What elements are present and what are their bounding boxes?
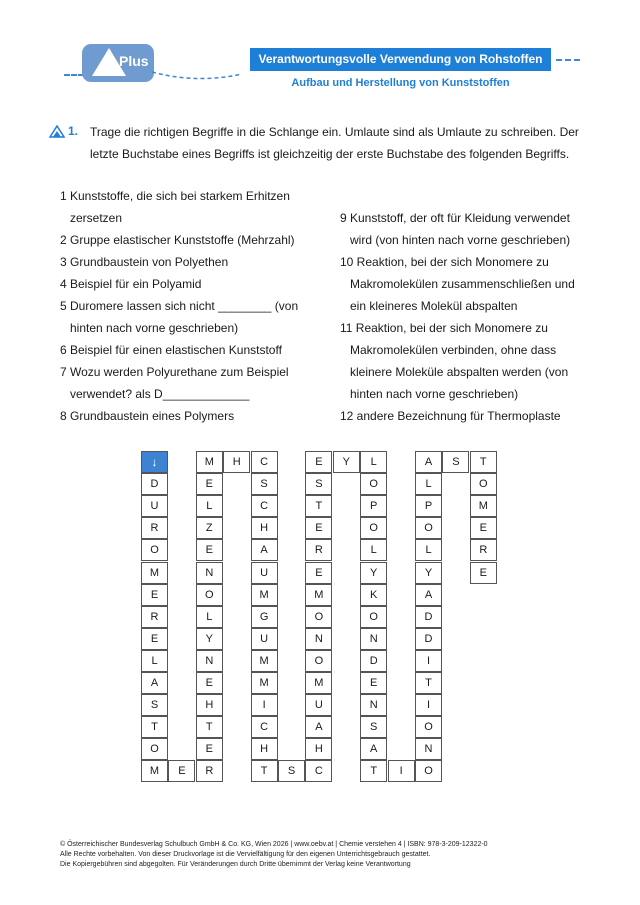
letter-cell[interactable]: O bbox=[305, 650, 332, 672]
plus-logo bbox=[82, 44, 154, 82]
letter-cell[interactable]: T bbox=[305, 495, 332, 517]
letter-cell[interactable]: R bbox=[196, 760, 223, 782]
clue-text: 1 Kunststoffe, die sich bei starkem Erhitzen bbox=[60, 189, 290, 203]
clue-item bbox=[60, 251, 330, 273]
letter-cell[interactable]: L bbox=[360, 539, 387, 561]
clue-continuation: Makromolekülen verbinden, ohne dass kleinere Moleküle abspalten werden (von hinten nach vorne geschrieben) bbox=[350, 343, 569, 401]
letter-cell[interactable]: U bbox=[251, 562, 278, 584]
letter-cell[interactable]: H bbox=[223, 451, 250, 473]
clue-text: 3 Grundbaustein von Polyethen bbox=[60, 255, 229, 269]
footer bbox=[60, 840, 488, 870]
letter-cell[interactable]: E bbox=[141, 628, 168, 650]
task-number: 1. bbox=[68, 124, 79, 138]
clue-text: 2 Gruppe elastischer Kunststoffe (Mehrzahl) bbox=[60, 233, 295, 247]
clue-item bbox=[60, 405, 330, 427]
letter-cell[interactable]: T bbox=[470, 451, 497, 473]
letter-cell[interactable]: E bbox=[141, 584, 168, 606]
letter-cell[interactable]: M bbox=[251, 650, 278, 672]
letter-cell[interactable]: H bbox=[305, 738, 332, 760]
clue-text: 10 Reaktion, bei der sich Monomere zu bbox=[340, 255, 549, 269]
letter-cell[interactable]: N bbox=[360, 628, 387, 650]
letter-cell[interactable]: N bbox=[305, 628, 332, 650]
letter-cell[interactable]: S bbox=[360, 716, 387, 738]
clue-item bbox=[340, 251, 590, 317]
clues-right-column bbox=[340, 207, 590, 427]
letter-cell[interactable]: U bbox=[251, 628, 278, 650]
clue-continuation: hinten nach vorne geschrieben) bbox=[70, 321, 239, 335]
clue-item bbox=[340, 317, 590, 405]
letter-cell[interactable]: T bbox=[415, 672, 442, 694]
letter-cell[interactable]: E bbox=[196, 473, 223, 495]
letter-cell[interactable]: R bbox=[305, 539, 332, 561]
clue-item bbox=[60, 295, 330, 339]
letter-cell[interactable]: N bbox=[196, 562, 223, 584]
clue-text: 8 Grundbaustein eines Polymers bbox=[60, 409, 235, 423]
clue-item bbox=[340, 207, 590, 251]
header-dashed-curve bbox=[152, 68, 242, 82]
footer-line: Die Kopiergebühren sind abgegolten. Für Veränderungen durch Dritte übernimmt der Verlag keine Verantwortung bbox=[60, 861, 411, 868]
letter-cell[interactable]: R bbox=[470, 539, 497, 561]
letter-cell[interactable]: O bbox=[360, 606, 387, 628]
clue-continuation: Makromolekülen zusammenschließen und ein kleineres Molekül abspalten bbox=[350, 277, 575, 313]
letter-cell[interactable]: D bbox=[141, 473, 168, 495]
letter-cell[interactable]: C bbox=[251, 716, 278, 738]
letter-cell[interactable]: E bbox=[360, 672, 387, 694]
letter-cell[interactable]: C bbox=[251, 495, 278, 517]
letter-cell[interactable]: H bbox=[251, 738, 278, 760]
clue-text: 9 Kunststoff, der oft für Kleidung verwendet bbox=[340, 211, 570, 225]
header-dashed-line-right bbox=[556, 59, 580, 61]
letter-cell[interactable]: A bbox=[360, 738, 387, 760]
letter-cell[interactable]: O bbox=[196, 584, 223, 606]
header-dashed-line-left bbox=[64, 74, 84, 76]
letter-cell[interactable]: M bbox=[470, 495, 497, 517]
task-level-icon bbox=[49, 125, 65, 138]
letter-cell[interactable]: A bbox=[415, 451, 442, 473]
clues-left-column bbox=[60, 185, 330, 427]
letter-cell[interactable]: A bbox=[305, 716, 332, 738]
letter-cell[interactable]: S bbox=[278, 760, 305, 782]
letter-cell[interactable]: C bbox=[305, 760, 332, 782]
letter-cell[interactable]: I bbox=[251, 694, 278, 716]
letter-cell[interactable]: S bbox=[442, 451, 469, 473]
letter-cell[interactable]: I bbox=[415, 694, 442, 716]
letter-cell[interactable]: M bbox=[196, 451, 223, 473]
letter-cell[interactable]: M bbox=[305, 584, 332, 606]
letter-cell[interactable]: A bbox=[141, 672, 168, 694]
letter-cell[interactable]: A bbox=[251, 539, 278, 561]
letter-cell[interactable]: O bbox=[415, 760, 442, 782]
letter-cell[interactable]: L bbox=[360, 451, 387, 473]
letter-cell[interactable]: L bbox=[141, 650, 168, 672]
letter-cell[interactable]: U bbox=[305, 694, 332, 716]
letter-cell[interactable]: D bbox=[415, 606, 442, 628]
letter-cell[interactable]: H bbox=[196, 694, 223, 716]
letter-cell[interactable]: L bbox=[415, 473, 442, 495]
letter-cell[interactable]: R bbox=[141, 606, 168, 628]
letter-cell[interactable]: Y bbox=[333, 451, 360, 473]
letter-cell[interactable]: P bbox=[360, 495, 387, 517]
letter-cell[interactable]: O bbox=[415, 716, 442, 738]
start-arrow-cell[interactable]: ↓ bbox=[141, 451, 168, 473]
page-subtitle: Aufbau und Herstellung von Kunststoffen bbox=[291, 77, 510, 89]
clue-text: 11 Reaktion, bei der sich Monomere zu bbox=[340, 321, 548, 335]
letter-cell[interactable]: M bbox=[251, 672, 278, 694]
letter-cell[interactable]: G bbox=[251, 606, 278, 628]
footer-line: © Österreichischer Bundesverlag Schulbuch GmbH & Co. KG, Wien 2026 | www.oebv.at | Chemie verstehen 4 | ISBN: 978-3-209-12322-0 bbox=[60, 841, 488, 848]
letter-cell[interactable]: M bbox=[251, 584, 278, 606]
clue-item bbox=[60, 361, 330, 405]
letter-cell[interactable]: O bbox=[360, 473, 387, 495]
letter-cell[interactable]: E bbox=[196, 672, 223, 694]
clue-text: 12 andere Bezeichnung für Thermoplaste bbox=[340, 409, 561, 423]
letter-cell[interactable]: O bbox=[360, 517, 387, 539]
letter-cell[interactable]: L bbox=[196, 495, 223, 517]
letter-cell[interactable]: E bbox=[305, 451, 332, 473]
clue-text: 4 Beispiel für ein Polyamid bbox=[60, 277, 202, 291]
letter-cell[interactable]: Y bbox=[415, 562, 442, 584]
letter-cell[interactable]: M bbox=[141, 760, 168, 782]
letter-cell[interactable]: E bbox=[470, 517, 497, 539]
letter-cell[interactable]: S bbox=[251, 473, 278, 495]
clue-item bbox=[60, 229, 330, 251]
letter-cell[interactable]: T bbox=[196, 716, 223, 738]
letter-cell[interactable]: L bbox=[415, 539, 442, 561]
letter-cell[interactable]: E bbox=[196, 738, 223, 760]
footer-line: Alle Rechte vorbehalten. Von dieser Druckvorlage ist die Vervielfältigung für den eigenen Unterrichtsgebrauch gestattet. bbox=[60, 851, 431, 858]
letter-cell[interactable]: O bbox=[470, 473, 497, 495]
letter-cell[interactable]: E bbox=[196, 539, 223, 561]
letter-cell[interactable]: C bbox=[251, 451, 278, 473]
letter-cell[interactable]: P bbox=[415, 495, 442, 517]
letter-cell[interactable]: N bbox=[196, 650, 223, 672]
letter-cell[interactable]: O bbox=[141, 539, 168, 561]
letter-cell[interactable]: Y bbox=[360, 562, 387, 584]
letter-cell[interactable]: E bbox=[470, 562, 497, 584]
letter-cell[interactable]: I bbox=[415, 650, 442, 672]
letter-cell[interactable]: I bbox=[388, 760, 415, 782]
clue-item bbox=[340, 405, 590, 427]
letter-cell[interactable]: D bbox=[360, 650, 387, 672]
page-title: Verantwortungsvolle Verwendung von Rohstoffen bbox=[258, 52, 543, 66]
letter-cell[interactable]: O bbox=[415, 517, 442, 539]
letter-cell[interactable]: E bbox=[168, 760, 195, 782]
letter-cell[interactable]: T bbox=[251, 760, 278, 782]
letter-cell[interactable]: O bbox=[305, 606, 332, 628]
letter-cell[interactable]: D bbox=[415, 628, 442, 650]
clue-item bbox=[60, 273, 330, 295]
letter-cell[interactable]: H bbox=[251, 517, 278, 539]
clue-text: 7 Wozu werden Polyurethane zum Beispiel bbox=[60, 365, 289, 379]
letter-cell[interactable]: L bbox=[196, 606, 223, 628]
letter-cell[interactable]: K bbox=[360, 584, 387, 606]
letter-cell[interactable]: A bbox=[415, 584, 442, 606]
letter-cell[interactable]: N bbox=[360, 694, 387, 716]
letter-cell[interactable]: M bbox=[141, 562, 168, 584]
letter-cell[interactable]: N bbox=[415, 738, 442, 760]
logo-text: Plus bbox=[119, 53, 149, 69]
clue-item bbox=[60, 185, 330, 229]
letter-cell[interactable]: S bbox=[305, 473, 332, 495]
letter-cell[interactable]: U bbox=[141, 495, 168, 517]
letter-cell[interactable]: S bbox=[141, 694, 168, 716]
letter-cell[interactable]: T bbox=[360, 760, 387, 782]
clue-item bbox=[60, 339, 330, 361]
clue-continuation: zersetzen bbox=[70, 211, 123, 225]
header-title-bar bbox=[250, 48, 551, 71]
clue-text: 5 Duromere lassen sich nicht ________ (von bbox=[60, 299, 299, 313]
letter-cell[interactable]: O bbox=[141, 738, 168, 760]
letter-cell[interactable]: Y bbox=[196, 628, 223, 650]
letter-cell[interactable]: T bbox=[141, 716, 168, 738]
clue-continuation: verwendet? als D_____________ bbox=[70, 387, 250, 401]
letter-cell[interactable]: E bbox=[305, 562, 332, 584]
task-instruction: Trage die richtigen Begriffe in die Schlange ein. Umlaute sind als Umlaute zu schreiben. Der letzte Buchstabe eines Begriffs ist gleichzeitig der erste Buchstabe des folgenden Begriffs. bbox=[90, 125, 579, 161]
letter-cell[interactable]: M bbox=[305, 672, 332, 694]
letter-cell[interactable]: Z bbox=[196, 517, 223, 539]
letter-cell[interactable]: R bbox=[141, 517, 168, 539]
clue-continuation: wird (von hinten nach vorne geschrieben) bbox=[350, 233, 571, 247]
clue-text: 6 Beispiel für einen elastischen Kunststoff bbox=[60, 343, 282, 357]
letter-cell[interactable]: E bbox=[305, 517, 332, 539]
